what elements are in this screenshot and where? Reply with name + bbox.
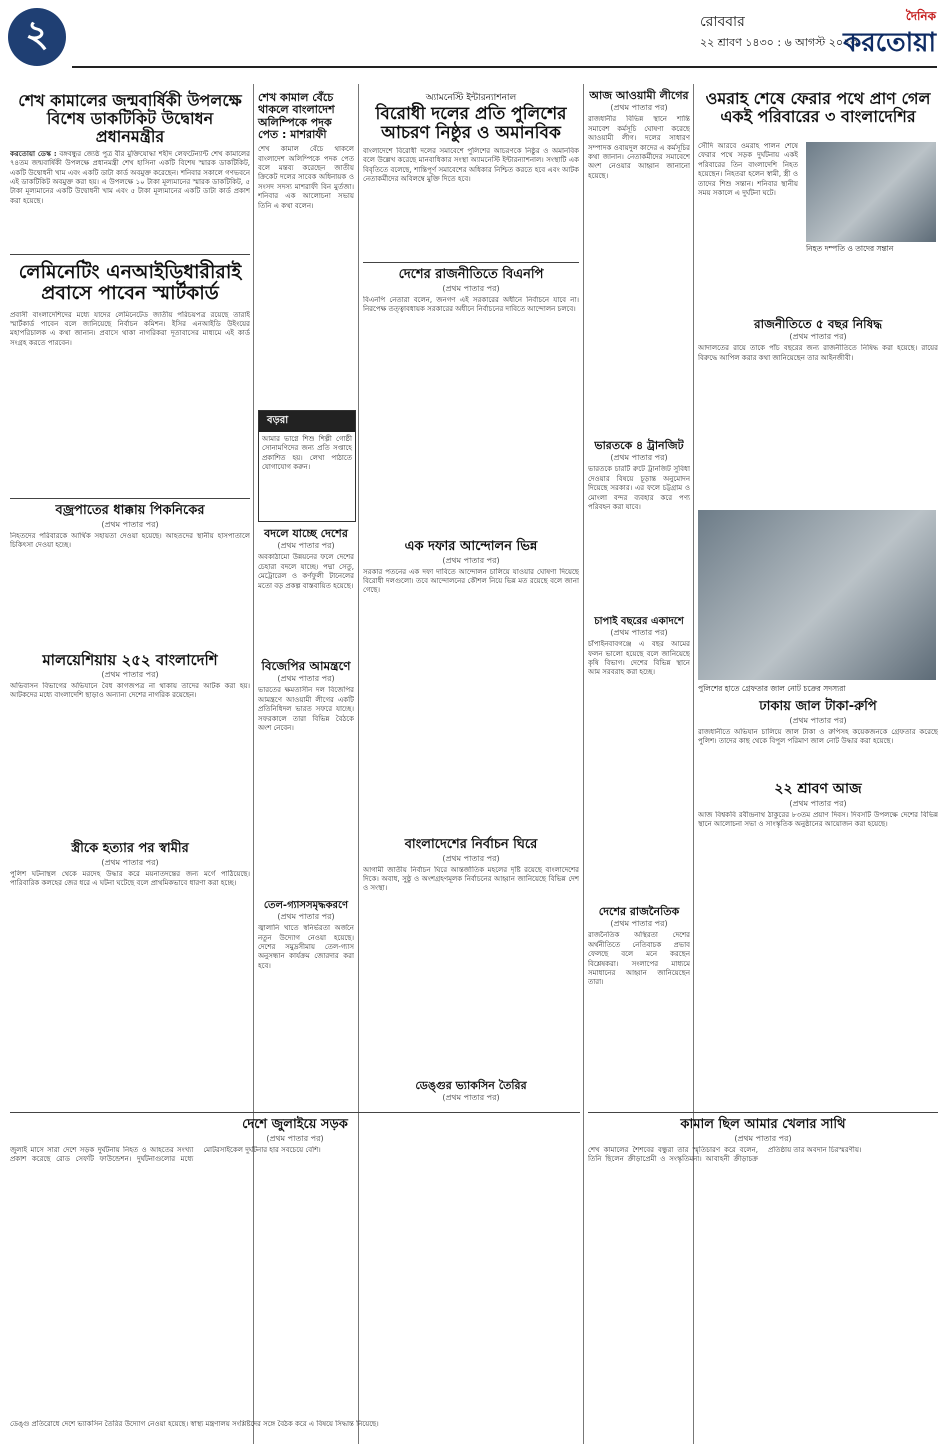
masthead-small: দৈনিক <box>905 9 936 23</box>
article-politics <box>588 906 690 1111</box>
article-body: সৌদি আরবে ওমরাহ পালন শেষে ফেরার পথে সড়ক দুর্ঘটনায় একই পরিবারের তিন বাংলাদেশি নিহত হয়েছেন। নিহতরা হলেন স্বামী, স্ত্রী ও তাদের শিশু সন্তান। শনিবার স্থানীয় সময় সকালে এ দুর্ঘটনা ঘটে। <box>698 142 798 198</box>
headline: ২২ শ্রাবণ আজ <box>774 781 862 797</box>
article-malaysia <box>10 652 250 852</box>
divider <box>10 254 250 255</box>
divider <box>10 498 250 499</box>
article-body: জ্বালানি খাতে স্বনির্ভরতা অর্জনে নতুন উদ্যোগ নেওয়া হয়েছে। দেশের সমুদ্রসীমায় তেল-গ্যাস অনুসন্ধান কার্যক্রম জোরদার করা হবে। <box>258 924 354 970</box>
article-body: নিহতদের পরিবারকে আর্থিক সহায়তা দেওয়া হয়েছে। আহতদের স্থানীয় হাসপাতালে চিকিৎসা দেওয়া হচ্ছে। <box>10 531 250 549</box>
article-body: অবকাঠামো উন্নয়নের ফলে দেশের চেহারা বদলে যাচ্ছে। পদ্মা সেতু, মেট্রোরেল ও কর্ণফুলী টানেলের মতো বড় প্রকল্প বাস্তবায়িত হয়েছে। <box>258 553 354 590</box>
kids-corner-body: আমার ভাগ্নে শিশু শিল্পী গোষ্ঠী সোনামণিদের জন্য প্রতি সপ্তাহে প্রকাশিত হয়। লেখা পাঠাতে যোগাযোগ করুন। <box>262 435 352 472</box>
article-dengue-body: ডেঙ্গু প্রতিরোধে দেশে ভ্যাকসিন তৈরির উদ্যোগ নেওয়া হয়েছে। স্বাস্থ্য মন্ত্রণালয় সংশ্লিষ্টদের সঙ্গে বৈঠক করে এ বিষয়ে সিদ্ধান্ত নিয়েছে। <box>10 1420 379 1428</box>
article-picnic <box>10 504 250 652</box>
article-body: সরকার পতনের এক দফা দাবিতে আন্দোলন চালিয়ে যাওয়ার ঘোষণা দিয়েছে বিরোধী দলগুলো। তবে আন্দোলনের কৌশল নিয়ে ভিন্ন মত রয়েছে বলে জানা গেছে। <box>363 567 579 595</box>
continued: (প্রথম পাতার পর) <box>789 332 847 342</box>
headline: রাজনীতিতে ৫ বছর নিষিদ্ধ <box>754 317 882 331</box>
headline: এক দফার আন্দোলন ভিন্ন <box>404 539 538 554</box>
continued: (প্রথম পাতার পর) <box>101 857 159 867</box>
article-body: আগামী জাতীয় নির্বাচন ঘিরে আন্তর্জাতিক মহলের দৃষ্টি রয়েছে বাংলাদেশের দিকে। অবাধ, সুষ্ঠু ও অংশগ্রহণমূলক নির্বাচনের আহ্বান জানিয়েছে বিভিন্ন দেশ ও সংস্থা। <box>363 865 579 893</box>
headline: ভারতকে ৪ ট্রানজিট <box>594 439 684 452</box>
headline: দেশের রাজনীতিতে বিএনপি <box>398 267 544 282</box>
headline: চাপাই বছরের একাদশে <box>594 616 684 627</box>
article-body: আদালতের রায়ে তাকে পাঁচ বছরের জন্য রাজনীতিতে নিষিদ্ধ করা হয়েছে। রায়ের বিরুদ্ধে আপিল করার কথা জানিয়েছেন তার আইনজীবী। <box>698 344 938 362</box>
article-body: চাঁপাইনবাবগঞ্জে এ বছর আমের ফলন ভালো হয়েছে বলে জানিয়েছে কৃষি বিভাগ। দেশের বিভিন্ন স্থানে আম সরবরাহ করা হচ্ছে। <box>588 640 690 677</box>
continued: (প্রথম পাতার পর) <box>277 912 335 922</box>
header-day: রোববার <box>700 14 745 30</box>
article-body: শেখ কামাল বেঁচে থাকলে বাংলাদেশ অলিম্পিকে পদক পেত বলে মন্তব্য করেছেন জাতীয় ক্রিকেট দলের সাবেক অধিনায়ক ও সংসদ সদস্য মাশরাফী বিন মুর্তজা। শনিবার এক আলোচনা সভায় তিনি এ কথা বলেন। <box>258 145 354 210</box>
continued: (প্রথম পাতার পর) <box>734 1133 792 1143</box>
article-body: ভারতকে চারটি রুটে ট্রানজিট সুবিধা দেওয়ার বিষয়ে চূড়ান্ত অনুমোদন দিয়েছে সরকার। এর ফলে চট্টগ্রাম ও মোংলা বন্দর ব্যবহার করে পণ্য পরিবহন করা যাবে। <box>588 465 690 511</box>
article-body: শেখ কামালের শৈশবের বন্ধুরা তার স্মৃতিচারণ করে বলেন, তিনি ছিলেন ক্রীড়াপ্রেমী ও সংস্কৃতিমনা। আবাহনী ক্রীড়াচক্র প্রতিষ্ঠায় তার অবদান চিরস্মরণীয়। <box>588 1145 862 1163</box>
article-omrah <box>698 90 938 126</box>
headline: ওমরাহ শেষে ফেরার পথে প্রাণ গেল একই পরিবারের ৩ বাংলাদেশির <box>705 89 931 126</box>
continued: (প্রথম পাতার পর) <box>610 453 668 463</box>
divider <box>363 262 579 263</box>
continued: (প্রথম পাতার পর) <box>789 798 847 808</box>
column-rule <box>583 84 584 1444</box>
continued: (প্রথম পাতার পর) <box>277 541 335 551</box>
article-bnp <box>363 268 579 546</box>
photo-caption: পুলিশের হাতে গ্রেফতার জাল নোট চক্রের সদস্যরা <box>698 684 846 693</box>
photo-arrested-suspects <box>698 510 936 680</box>
continued: (প্রথম পাতার পর) <box>442 555 500 565</box>
article-murder <box>10 842 250 1110</box>
headline: শেখ কামালের জন্মবার্ষিকী উপলক্ষে বিশেষ ডাকটিকিট উদ্বোধন প্রধানমন্ত্রীর <box>18 91 242 146</box>
continued: (প্রথম পাতার পর) <box>101 669 159 679</box>
article-transit <box>588 440 690 615</box>
header-rule <box>72 66 937 68</box>
article-body: অভিবাসন বিভাগের অভিযানে বৈধ কাগজপত্র না থাকায় তাদের আটক করা হয়। আটকদের মধ্যে বাংলাদেশি ছাড়াও অন্যান্য দেশের নাগরিক রয়েছেন। <box>10 681 250 700</box>
article-fake-notes <box>698 700 938 788</box>
article-election <box>363 838 579 1116</box>
article-body: প্রবাসী বাংলাদেশিদের মধ্যে যাদের লেমিনেটেড জাতীয় পরিচয়পত্র রয়েছে তারাই স্মার্টকার্ড পাবেন বলে জানিয়েছে নির্বাচন কমিশন। ইসির এনআইডি উইংয়ের মহাপরিচালক এ কথা জানান। প্রবাসে থাকা নাগরিকরা দূতাবাসের মাধ্যমে এই কার্ড সংগ্রহ করতে পারবেন। <box>10 310 250 347</box>
continued: (প্রথম পাতার পর) <box>442 853 500 863</box>
article-mashrafe <box>258 92 354 425</box>
article-road-accident <box>10 1118 580 1446</box>
page-number: ২ <box>8 8 66 66</box>
article-one-point <box>363 540 579 848</box>
article-bjp <box>258 660 354 906</box>
article-oil-gas <box>258 900 354 1114</box>
masthead-title: করতোয়া <box>843 28 936 58</box>
headline: দেশের রাজনৈতিক <box>598 905 680 918</box>
headline: লেমিনেটিং এনআইডিধারীরাই প্রবাসে পাবেন স্মার্টকার্ড <box>18 261 242 305</box>
article-body: পুলিশ ঘটনাস্থল থেকে মরদেহ উদ্ধার করে ময়নাতদন্তের জন্য মর্গে পাঠিয়েছে। পারিবারিক কলহের জের ধরে এ ঘটনা ঘটেছে বলে প্রাথমিকভাবে ধারণা করা হচ্ছে। <box>10 869 250 887</box>
article-body: রাজনৈতিক অস্থিরতা দেশের অর্থনীতিতে নেতিবাচক প্রভাব ফেলছে বলে মনে করছেন বিশ্লেষকরা। সংলাপের মাধ্যমে সমাধানের আহ্বান জানিয়েছেন তারা। <box>588 931 690 987</box>
article-awami-league <box>588 90 690 415</box>
article-body: জুলাই মাসে সারা দেশে সড়ক দুর্ঘটনায় নিহত ও আহতের সংখ্যা প্রকাশ করেছে রোড সেফটি ফাউন্ডেশন। দুর্ঘটনাগুলোর মধ্যে মোটরসাইকেল দুর্ঘটনার হার সবচেয়ে বেশি। <box>10 1145 321 1163</box>
kids-corner-label: বড়রা <box>259 411 355 432</box>
article-body: বাংলাদেশে বিরোধী দলের সমাবেশে পুলিশের আচরণকে নিষ্ঠুর ও অমানবিক বলে উল্লেখ করেছে মানবাধিকার সংস্থা অ্যামনেস্টি ইন্টারন্যাশনাল। সংস্থাটি এক বিবৃতিতে বলেছে, শান্তিপূর্ণ সমাবেশের অধিকার নিশ্চিত করতে হবে এবং আটক নেতাকর্মীদের অবিলম্বে মুক্তি দিতে হবে। <box>363 147 579 184</box>
kids-corner-box <box>258 410 356 522</box>
article-kamal-friend <box>588 1118 938 1446</box>
article-body: আজ বিশ্বকবি রবীন্দ্রনাথ ঠাকুরের ৮৩তম প্রয়াণ দিবস। দিবসটি উপলক্ষে দেশের বিভিন্ন স্থানে আলোচনা সভা ও সাংস্কৃতিক অনুষ্ঠানের আয়োজন করা হয়েছে। <box>698 810 938 829</box>
headline: বদলে যাচ্ছে দেশের <box>264 527 348 540</box>
article-body: রাজধানীতে অভিযান চালিয়ে জাল টাকা ও রুপিসহ কয়েকজনকে গ্রেফতার করেছে পুলিশ। তাদের কাছ থেকে বিপুল পরিমাণ জাল নোট উদ্ধার করা হয়েছে। <box>698 727 938 745</box>
headline: শেখ কামাল বেঁচে থাকলে বাংলাদেশ অলিম্পিকে পদক পেত : মাশরাফী <box>258 91 335 141</box>
photo-caption: নিহত দম্পতি ও তাদের সন্তান <box>806 244 894 253</box>
article-body: বিএনপি নেতারা বলেন, জনগণ এই সরকারের অধীনে নির্বাচনে যাবে না। নিরপেক্ষ তত্ত্বাবধায়ক সরকারের অধীনে নির্বাচনের দাবিতে আন্দোলন চলবে। <box>363 295 579 313</box>
dateline: করতোয়া ডেস্ক : <box>10 149 57 158</box>
continued: (প্রথম পাতার পর) <box>789 715 847 725</box>
headline: আজ আওয়ামী লীগের <box>589 89 689 102</box>
article-amnesty <box>363 90 579 267</box>
headline: বাংলাদেশের নির্বাচন ঘিরে <box>404 837 538 852</box>
article-body: রাজধানীর বিভিন্ন স্থানে শান্তি সমাবেশ কর্মসূচি ঘোষণা করেছে আওয়ামী লীগ। দলের সাধারণ সম্পাদক ওবায়দুল কাদের এ কর্মসূচির কথা জানান। নেতাকর্মীদের সমাবেশে অংশ নেওয়ার আহ্বান জানানো হয়েছে। <box>588 115 690 180</box>
article-body <box>10 150 250 262</box>
continued: (প্রথম পাতার পর) <box>442 1093 500 1103</box>
continued: (প্রথম পাতার পর) <box>101 519 159 529</box>
headline: ডেঙ্গুর ভ্যাকসিন তৈরির <box>415 1079 527 1092</box>
body-text: বঙ্গবন্ধুর জ্যেষ্ঠ পুত্র বীর মুক্তিযোদ্ধা শহীদ লেফটেন্যান্ট শেখ কামালের ৭৪তম জন্মবার্ষিকী উপলক্ষে প্রধানমন্ত্রী শেখ হাসিনা একটি বিশেষ স্মারক ডাকটিকিট, একটি উদ্বোধনী খাম এবং একটি ডাটা কার্ড অবমুক্ত করেছেন। শনিবার সকালে গণভবনে এই ডাকটিকিট অবমুক্ত করা হয়। এ উপলক্ষে ১০ টাকা মূল্যমানের স্মারক ডাকটিকিট, ৫ টাকা মূল্যমানের একটি উদ্বোধনী খাম এবং ৫ টাকা মূল্যমানের একটি ডাটা কার্ড প্রকাশ করা হয়েছে। <box>10 149 250 205</box>
continued: (প্রথম পাতার পর) <box>277 674 335 684</box>
headline: বিরোধী দলের প্রতি পুলিশের আচরণ নিষ্ঠুর ও অমানবিক <box>375 104 567 144</box>
headline: বিজেপির আমন্ত্রণে <box>261 659 351 673</box>
continued: (প্রথম পাতার পর) <box>610 628 668 638</box>
headline: স্ত্রীকে হত্যার পর স্বামীর <box>71 841 189 856</box>
headline: মালয়েশিয়ায় ২৫২ বাংলাদেশি <box>42 651 218 669</box>
article-smartcard <box>10 262 250 481</box>
article-prime-minister <box>10 92 250 262</box>
photo-omrah-family <box>806 142 936 242</box>
article-dengue <box>363 1080 579 1105</box>
article-country-change <box>258 528 354 663</box>
headline: দেশে জুলাইয়ে সড়ক <box>242 1117 348 1132</box>
headline: ঢাকায় জাল টাকা-রুপি <box>759 699 877 714</box>
continued: (প্রথম পাতার পর) <box>266 1133 324 1143</box>
article-politics-ban <box>698 318 938 494</box>
masthead <box>830 8 936 58</box>
headline: তেল-গ্যাসসমৃদ্ধকরণে <box>263 900 349 911</box>
article-omrah-body <box>698 142 798 252</box>
headline: কামাল ছিল আমার খেলার সাথি <box>680 1117 846 1132</box>
article-22-shrabon <box>698 782 938 1041</box>
header-date: ২২ শ্রাবণ ১৪৩০ : ৬ আগস্ট ২০২৩ <box>700 36 858 49</box>
article-chapai <box>588 616 690 900</box>
continued: (প্রথম পাতার পর) <box>610 103 668 113</box>
continued: (প্রথম পাতার পর) <box>442 283 500 293</box>
article-body: ভারতের ক্ষমতাসীন দল বিজেপির আমন্ত্রণে আওয়ামী লীগের একটি প্রতিনিধিদল ভারত সফরে যাচ্ছে। সফরকালে তারা বিভিন্ন বৈঠকে অংশ নেবেন। <box>258 686 354 733</box>
continued: (প্রথম পাতার পর) <box>610 919 668 929</box>
kicker: অ্যামনেস্টি ইন্টারন্যাশনাল <box>425 93 517 103</box>
divider <box>588 1112 938 1113</box>
headline: বজ্রপাতের ধাক্কায় পিকনিকের <box>55 503 205 518</box>
